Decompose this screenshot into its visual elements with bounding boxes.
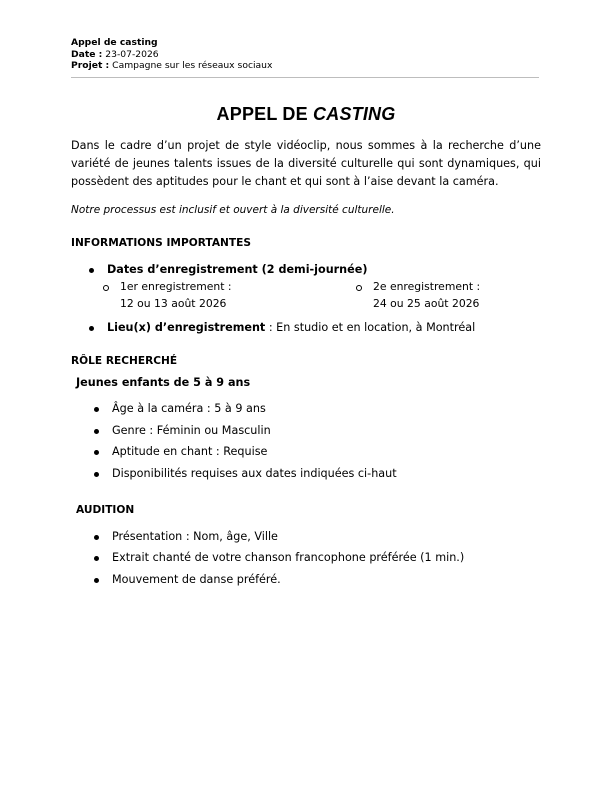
bullet-dot [94, 407, 99, 412]
lieu-value: : En studio et en location, à Montréal [265, 321, 476, 334]
bullet-circle [103, 285, 109, 291]
lieu-label: Lieu(x) d’enregistrement [107, 321, 266, 334]
header-title: Appel de casting [71, 37, 158, 48]
inclusive-note: Notre processus est inclusif et ouvert à la diversité culturelle. [71, 204, 395, 216]
session2-dates: 24 ou 25 août 2026 [373, 297, 480, 310]
bullet-dot [94, 535, 99, 540]
projet-value: Campagne sur les réseaux sociaux [112, 60, 273, 72]
role-subheading: Jeunes enfants de 5 à 9 ans [76, 376, 251, 389]
header-divider [71, 77, 539, 78]
bullet-dot [94, 472, 99, 477]
bullet-dot [89, 326, 94, 331]
audition-heading: AUDITION [76, 504, 135, 516]
session1-label: 1er enregistrement : [120, 280, 232, 293]
page-title [71, 104, 541, 125]
role-item: Disponibilités requises aux dates indiquées ci-haut [112, 467, 397, 480]
date-value: 23-07-2026 [105, 48, 159, 60]
role-item: Âge à la caméra : 5 à 9 ans [112, 402, 266, 415]
bullet-dot [94, 578, 99, 583]
bullet-circle [356, 285, 362, 291]
audition-item: Extrait chanté de votre chanson francophone préférée (1 min.) [112, 551, 465, 564]
infos-heading: INFORMATIONS IMPORTANTES [71, 237, 251, 249]
session2-label: 2e enregistrement : [373, 280, 481, 293]
audition-item: Présentation : Nom, âge, Ville [112, 530, 278, 543]
bullet-dot [94, 556, 99, 561]
audition-item: Mouvement de danse préféré. [112, 573, 281, 586]
document-header [71, 37, 272, 72]
bullet-dot [89, 268, 94, 273]
bullet-dot [94, 450, 99, 455]
session1-dates: 12 ou 13 août 2026 [120, 297, 227, 310]
dates-label: Dates d’enregistrement (2 demi-journée) [107, 263, 368, 276]
bullet-dot [94, 429, 99, 434]
projet-label: Projet : [71, 60, 110, 72]
role-item: Aptitude en chant : Requise [112, 445, 268, 458]
title-italic: CASTING [313, 104, 396, 124]
role-item: Genre : Féminin ou Masculin [112, 424, 271, 437]
title-main: APPEL DE [216, 104, 314, 124]
role-heading: RÔLE RECHERCHÉ [71, 355, 178, 367]
intro-paragraph: Dans le cadre d’un projet de style vidéoclip, nous sommes à la recherche d’une variété de jeunes talents issues de la diversité culturelle qui sont dynamiques, qui possèdent des aptitudes pour le chant et qui sont à l’aise devant la caméra. [71, 139, 541, 188]
date-label: Date : [71, 48, 103, 60]
